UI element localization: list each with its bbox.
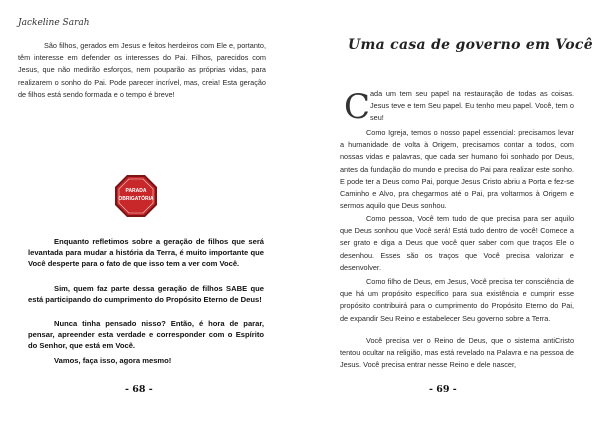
right-paragraph-4: Como filho de Deus, em Jesus, Você precisa ter consciência de que há um propósito específico para sua existência e cumprir esse propósito contribuirá para o cumprimento do Propósito Eterno do Pai, de expandir Seu Reino e estabelecer Seu governo sobre a Terra. (340, 277, 574, 323)
stop-sign-line-2: OBRIGATÓRIA (118, 196, 154, 202)
right-paragraph-1: ada um tem seu papel na restauração de todas as coisas. Jesus teve e tem Seu papel. Eu tenho meu papel. Você, tem o seu! (370, 89, 574, 123)
drop-cap: C (344, 87, 371, 127)
left-bold-paragraph-2: Sim, quem faz parte dessa geração de filhos SABE que está participando do cumprimento do Propósito Eterno de Deus! (28, 284, 264, 305)
chapter-title: Uma casa de governo em Você (348, 37, 593, 53)
left-paragraph-1: São filhos, gerados em Jesus e feitos herdeiros com Ele e, portanto, têm interesse em defender os interesses do Pai. Filhos, parecidos com Jesus, que não medirão esforços, nem pouparão as próprias vidas, para realizarem o sonho do Pai. Pode parecer incrível, mas, creia! Esta geração de filhos está sendo formada e o tempo é breve! (18, 41, 266, 99)
right-paragraph-5: Você precisa ver o Reino de Deus, que o sistema antiCristo tentou ocultar na religião, mas está revelado na Palavra e na pessoa de Jesus. Você precisa entrar nesse Reino e dele nascer, (340, 336, 574, 370)
page-number-left: - 68 - (125, 384, 153, 395)
right-page (300, 0, 600, 424)
stop-sign-icon (114, 174, 158, 218)
right-paragraph-2: Como Igreja, temos o nosso papel essencial: precisamos levar a humanidade de volta à Origem, precisamos contar a todos, com nossas vidas e palavras, que cada ser humano foi sonhado por Deus, antes da fundação do mundo e precisa do Pai para realizar este sonho. E pode ter a Deus como Pai, porque Jesus Cristo abriu a Porta e fez-se Caminho e Alvo, pra chegarmos até o Pai, pra voltarmos à Origem e sermos aquilo que Deus sonhou. (340, 128, 574, 211)
running-header-author: Jackeline Sarah (18, 18, 90, 28)
right-paragraph-3: Como pessoa, Você tem tudo de que precisa para ser aquilo que Deus sonhou que Você será! Está tudo dentro de você! Comece a ser grato e diga a Deus que você quer saber com que traços Ele o desenhou. Esses são os traços que Você precisa valorizar e desenvolver. (340, 214, 574, 272)
stop-sign-label (114, 187, 158, 203)
left-bold-paragraph-1: Enquanto refletimos sobre a geração de filhos que será levantada para mudar a história da Terra, é muito importante que Você desperte para o fato de que isso tem a ver com Você. (28, 237, 264, 269)
left-bold-paragraph-3: Nunca tinha pensado nisso? Então, é hora de parar, pensar, apreender esta verdade e corresponder com o Espírito do Senhor, que está em Você. (28, 319, 264, 351)
left-bold-paragraph-4: Vamos, faça isso, agora mesmo! (54, 356, 172, 365)
page-number-right: - 69 - (429, 384, 457, 395)
stop-sign-line-1: PARADA (125, 188, 147, 194)
